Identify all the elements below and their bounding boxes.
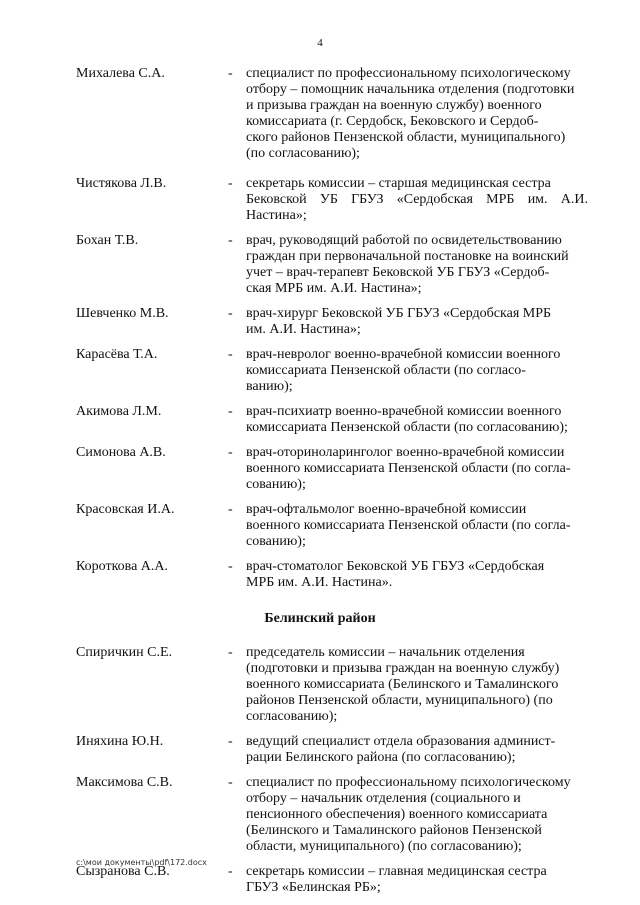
member-description: специалист по профессиональному психологическому отбору – помощник начальника отделения (подготовки и призыва граждан на военную службу) военного комиссариата (г. Сердобск, Бековского и Сердоб- ского районов Пензенской области, муниципального) (по согласованию); [246, 66, 575, 161]
member-entry [0, 347, 640, 395]
dash-separator: - [228, 233, 233, 248]
dash-separator: - [228, 864, 233, 879]
dash-separator: - [228, 306, 233, 321]
page-number: 4 [317, 37, 323, 49]
member-name: Карасёва Т.А. [76, 347, 158, 362]
member-entry [0, 445, 640, 493]
dash-separator: - [228, 66, 233, 81]
member-description: врач-стоматолог Бековской УБ ГБУЗ «Сердобская МРБ им. А.И. Настина». [246, 559, 545, 590]
member-entry [0, 645, 640, 725]
member-entry [0, 176, 640, 224]
member-name: Симонова А.В. [76, 445, 166, 460]
member-entry [0, 864, 640, 896]
member-description: ведущий специалист отдела образования админист- рации Белинского района (по согласованию); [246, 734, 556, 765]
member-entry [0, 233, 640, 297]
file-path-footer: c:\мои документы\pdf\172.docx [76, 858, 207, 867]
dash-separator: - [228, 404, 233, 419]
dash-separator: - [228, 645, 233, 660]
section-heading: Белинский район [264, 611, 376, 626]
member-name: Михалева С.А. [76, 66, 165, 81]
member-name: Сызранова С.В. [76, 864, 170, 879]
member-name: Шевченко М.В. [76, 306, 169, 321]
member-entry [0, 775, 640, 855]
member-entry [0, 559, 640, 591]
member-name: Короткова А.А. [76, 559, 169, 574]
member-description: врач-оториноларинголог военно-врачебной комиссии военного комиссариата Пензенской области (по согла- сованию); [246, 445, 571, 492]
member-description: председатель комиссии – начальник отделения (подготовки и призыва граждан на военную службу) военного комиссариата (Белинского и Тамалинского районов Пензенской области, муниципального) (по согласованию); [246, 645, 560, 724]
dash-separator: - [228, 559, 233, 574]
member-entry [0, 66, 640, 162]
dash-separator: - [228, 347, 233, 362]
member-name: Максимова С.В. [76, 775, 173, 790]
member-description: специалист по профессиональному психологическому отбору – начальник отделения (социального и пенсионного обеспечения) военного комиссариата (Белинского и Тамалинского районов Пензенской области, муниципального) (по согласованию); [246, 775, 571, 854]
member-name: Акимова Л.М. [76, 404, 162, 419]
member-entry [0, 404, 640, 436]
member-name: Иняхина Ю.Н. [76, 734, 164, 749]
member-name: Красовская И.А. [76, 502, 175, 517]
member-entry [0, 306, 640, 338]
dash-separator: - [228, 734, 233, 749]
member-name: Спиричкин С.Е. [76, 645, 173, 660]
member-name: Бохан Т.В. [76, 233, 139, 248]
member-description: секретарь комиссии – старшая медицинская сестра Бековской УБ ГБУЗ «Сердобская МРБ им. А.И. Настина»; [246, 176, 588, 223]
dash-separator: - [228, 176, 233, 191]
dash-separator: - [228, 502, 233, 517]
member-description: врач-хирург Бековской УБ ГБУЗ «Сердобская МРБ им. А.И. Настина»; [246, 306, 552, 337]
member-description: врач-невролог военно-врачебной комиссии военного комиссариата Пензенской области (по согласо- ванию); [246, 347, 561, 394]
member-entry [0, 734, 640, 766]
member-description: врач, руководящий работой по освидетельствованию граждан при первоначальной постановке на воинский учет – врач-терапевт Бековской УБ ГБУЗ «Сердоб- ская МРБ им. А.И. Настина»; [246, 233, 569, 296]
member-description: врач-офтальмолог военно-врачебной комиссии военного комиссариата Пензенской области (по согла- сованию); [246, 502, 571, 549]
dash-separator: - [228, 445, 233, 460]
member-description: секретарь комиссии – главная медицинская сестра ГБУЗ «Белинская РБ»; [246, 864, 547, 895]
member-description: врач-психиатр военно-врачебной комиссии военного комиссариата Пензенской области (по согласованию); [246, 404, 568, 435]
dash-separator: - [228, 775, 233, 790]
member-name: Чистякова Л.В. [76, 176, 167, 191]
member-entry [0, 502, 640, 550]
commission-list [0, 66, 640, 896]
